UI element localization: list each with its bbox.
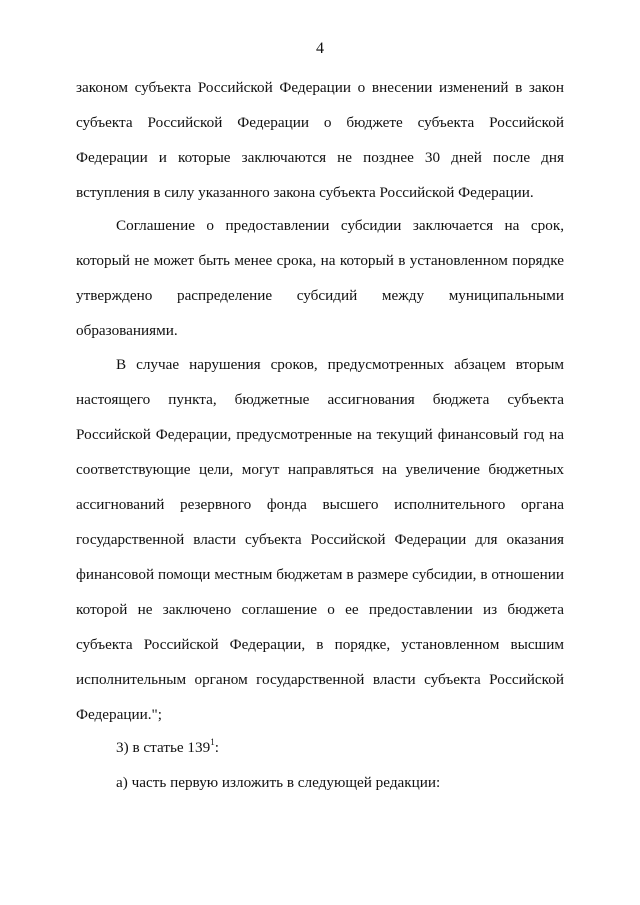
text-line: ассигнований резервного фонда высшего исполнительного органа xyxy=(76,496,564,513)
item-a: а) часть первую изложить в следующей редакции: xyxy=(116,774,441,791)
paragraph-first-line: В случае нарушения сроков, предусмотренных абзацем вторым xyxy=(116,356,564,373)
text-line: финансовой помощи местным бюджетам в размере субсидии, в отношении xyxy=(76,566,564,583)
text-line: настоящего пункта, бюджетные ассигнования бюджета субъекта xyxy=(76,391,564,408)
item-3-colon: : xyxy=(214,739,219,756)
text-line: Федерации и которые заключаются не позднее 30 дней после дня xyxy=(76,149,564,166)
text-line: законом субъекта Российской Федерации о внесении изменений в закон xyxy=(76,79,564,96)
text-line: субъекта Российской Федерации, в порядке, установленном высшим xyxy=(76,636,564,653)
text-line: который не может быть менее срока, на который в установленном порядке xyxy=(76,252,564,269)
item-3-text: 3) в статье 139 xyxy=(116,739,211,756)
page-number: 4 xyxy=(316,40,324,57)
text-line: субъекта Российской Федерации о бюджете субъекта Российской xyxy=(76,114,564,131)
item-3 xyxy=(116,738,564,758)
paragraph-first-line: Соглашение о предоставлении субсидии заключается на срок, xyxy=(116,217,564,234)
text-line: соответствующие цели, могут направляться на увеличение бюджетных xyxy=(76,461,564,478)
text-line: вступления в силу указанного закона субъекта Российской Федерации. xyxy=(76,184,534,201)
text-line: исполнительным органом государственной власти субъекта Российской xyxy=(76,671,564,688)
text-line: государственной власти субъекта Российской Федерации для оказания xyxy=(76,531,564,548)
text-line: Федерации."; xyxy=(76,706,162,723)
item-3-superscript: 1 xyxy=(210,737,215,747)
text-line: которой не заключено соглашение о ее предоставлении из бюджета xyxy=(76,601,564,618)
text-line: утверждено распределение субсидий между муниципальными xyxy=(76,287,564,304)
text-line: Российской Федерации, предусмотренные на текущий финансовый год на xyxy=(76,426,564,443)
text-line: образованиями. xyxy=(76,322,178,339)
